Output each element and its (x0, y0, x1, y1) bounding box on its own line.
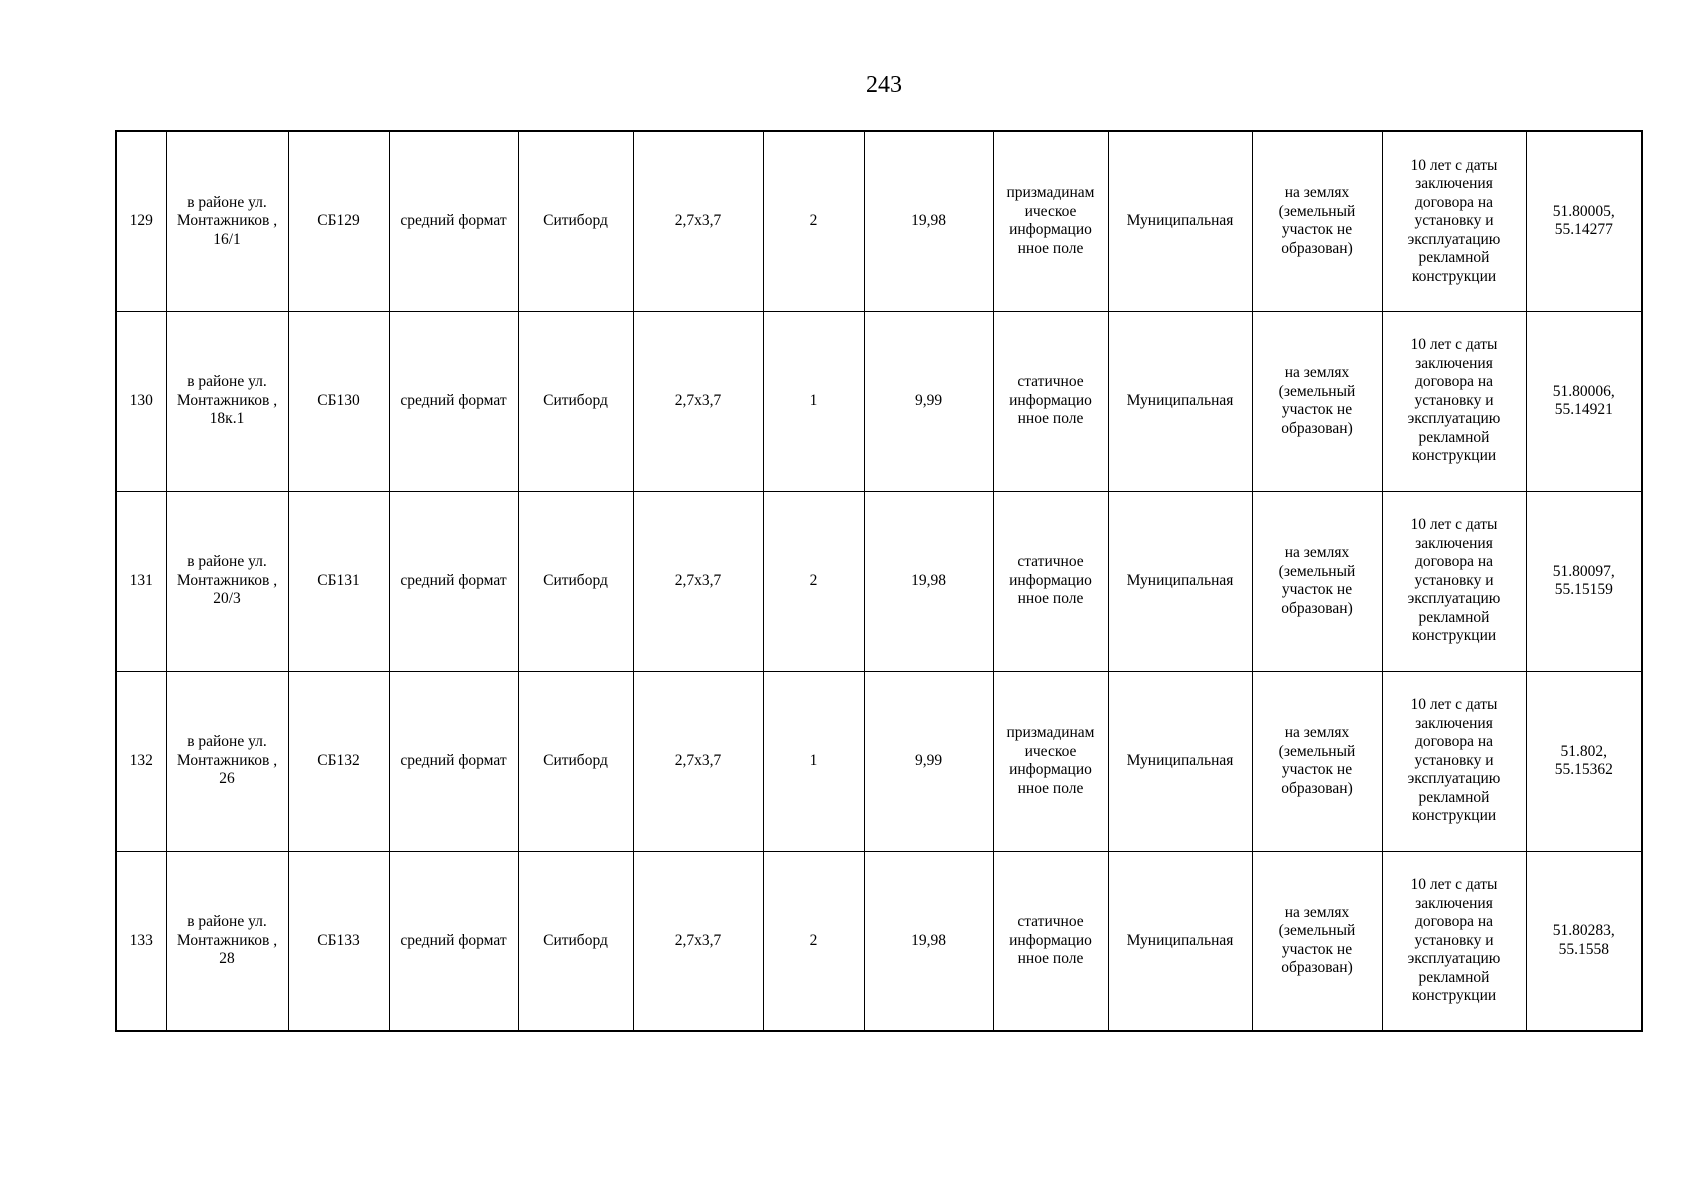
location: в районе ул. Монтажников , 26 (166, 671, 288, 851)
size: 2,7х3,7 (633, 491, 763, 671)
ownership: Муниципальная (1108, 851, 1252, 1031)
row-number: 132 (116, 671, 166, 851)
format: средний формат (389, 491, 518, 671)
info-field-type: статичное информацио нное поле (993, 491, 1108, 671)
info-field-type: статичное информацио нное поле (993, 311, 1108, 491)
sides-count: 2 (763, 491, 864, 671)
coordinates: 51.80006, 55.14921 (1526, 311, 1642, 491)
format: средний формат (389, 131, 518, 311)
area: 9,99 (864, 311, 993, 491)
coordinates: 51.80005, 55.14277 (1526, 131, 1642, 311)
row-number: 130 (116, 311, 166, 491)
construction-type: Ситиборд (518, 491, 633, 671)
format: средний формат (389, 671, 518, 851)
size: 2,7х3,7 (633, 851, 763, 1031)
ownership: Муниципальная (1108, 131, 1252, 311)
area: 19,98 (864, 491, 993, 671)
term: 10 лет с даты заключения договора на установку и эксплуатацию рекламной конструкции (1382, 671, 1526, 851)
size: 2,7х3,7 (633, 131, 763, 311)
table-row (116, 491, 1642, 671)
location: в районе ул. Монтажников , 16/1 (166, 131, 288, 311)
land-status: на землях (земельный участок не образован) (1252, 131, 1382, 311)
area: 19,98 (864, 131, 993, 311)
land-status: на землях (земельный участок не образован) (1252, 311, 1382, 491)
row-number: 131 (116, 491, 166, 671)
term: 10 лет с даты заключения договора на установку и эксплуатацию рекламной конструкции (1382, 851, 1526, 1031)
area: 9,99 (864, 671, 993, 851)
construction-type: Ситиборд (518, 131, 633, 311)
ownership: Муниципальная (1108, 491, 1252, 671)
term: 10 лет с даты заключения договора на установку и эксплуатацию рекламной конструкции (1382, 311, 1526, 491)
registry-table (115, 130, 1643, 1032)
sides-count: 2 (763, 131, 864, 311)
size: 2,7х3,7 (633, 671, 763, 851)
land-status: на землях (земельный участок не образован) (1252, 851, 1382, 1031)
construction-type: Ситиборд (518, 851, 633, 1031)
format: средний формат (389, 311, 518, 491)
row-number: 129 (116, 131, 166, 311)
table-row (116, 851, 1642, 1031)
coordinates: 51.80283, 55.1558 (1526, 851, 1642, 1031)
construction-code: СБ130 (288, 311, 389, 491)
info-field-type: призмадинам ическое информацио нное поле (993, 131, 1108, 311)
location: в районе ул. Монтажников , 20/3 (166, 491, 288, 671)
land-status: на землях (земельный участок не образован) (1252, 671, 1382, 851)
sides-count: 2 (763, 851, 864, 1031)
size: 2,7х3,7 (633, 311, 763, 491)
area: 19,98 (864, 851, 993, 1031)
table-row (116, 131, 1642, 311)
construction-type: Ситиборд (518, 311, 633, 491)
format: средний формат (389, 851, 518, 1031)
sides-count: 1 (763, 311, 864, 491)
table-row (116, 671, 1642, 851)
construction-code: СБ129 (288, 131, 389, 311)
ownership: Муниципальная (1108, 311, 1252, 491)
ownership: Муниципальная (1108, 671, 1252, 851)
construction-code: СБ132 (288, 671, 389, 851)
construction-code: СБ133 (288, 851, 389, 1031)
info-field-type: статичное информацио нное поле (993, 851, 1108, 1031)
sides-count: 1 (763, 671, 864, 851)
term: 10 лет с даты заключения договора на установку и эксплуатацию рекламной конструкции (1382, 491, 1526, 671)
info-field-type: призмадинам ическое информацио нное поле (993, 671, 1108, 851)
location: в районе ул. Монтажников , 28 (166, 851, 288, 1031)
location: в районе ул. Монтажников , 18к.1 (166, 311, 288, 491)
table-row (116, 311, 1642, 491)
coordinates: 51.80097, 55.15159 (1526, 491, 1642, 671)
term: 10 лет с даты заключения договора на установку и эксплуатацию рекламной конструкции (1382, 131, 1526, 311)
construction-type: Ситиборд (518, 671, 633, 851)
land-status: на землях (земельный участок не образован) (1252, 491, 1382, 671)
page-number: 243 (866, 72, 902, 98)
row-number: 133 (116, 851, 166, 1031)
construction-code: СБ131 (288, 491, 389, 671)
coordinates: 51.802, 55.15362 (1526, 671, 1642, 851)
